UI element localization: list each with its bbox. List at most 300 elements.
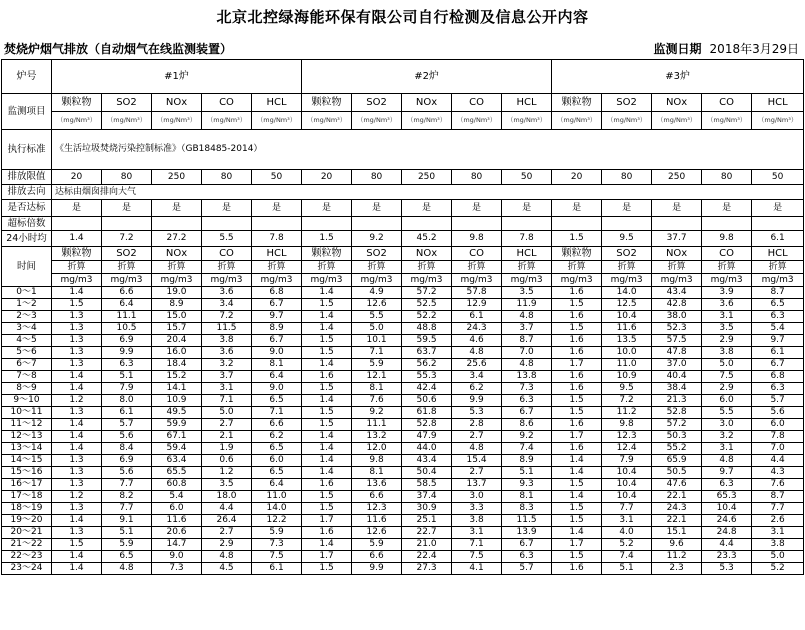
data-cell: 1.5 [302,491,352,503]
item-unit: （mg/Nm³） [602,112,652,130]
limit-value: 20 [552,170,602,185]
data-cell: 47.9 [402,431,452,443]
meet-value: 是 [52,200,102,217]
data-cell: 7.9 [602,455,652,467]
data-cell: 18.4 [152,359,202,371]
data-cell: 21.0 [402,539,452,551]
data-cell: 1.3 [52,455,102,467]
data-cell: 1.3 [52,335,102,347]
limit-value: 250 [152,170,202,185]
data-cell: 42.4 [402,383,452,395]
data-cell: 5.2 [602,539,652,551]
data-cell: 9.8 [352,455,402,467]
data-cell: 30.9 [402,503,452,515]
item-name: 颗粒物 [52,94,102,112]
data-cell: 1.4 [302,311,352,323]
data-cell: 3.3 [452,503,502,515]
data-cell: 1.4 [552,455,602,467]
data-cell: 1.4 [302,539,352,551]
data-cell: 10.1 [352,335,402,347]
data-cell: 1.2 [52,395,102,407]
data-cell: 6.4 [252,371,302,383]
exceed-value [552,217,602,231]
item-unit: （mg/Nm³） [452,112,502,130]
data-cell: 5.3 [452,407,502,419]
data-cell: 11.5 [202,323,252,335]
data-cell: 12.2 [252,515,302,527]
table-row [2,491,804,503]
data-cell: 6.5 [102,551,152,563]
data-cell: 3.2 [702,431,752,443]
item-unit: （mg/Nm³） [302,112,352,130]
data-cell: 9.5 [602,383,652,395]
data-cell: 24.3 [452,323,502,335]
item-name: SO2 [602,94,652,112]
data-cell: 50.6 [402,395,452,407]
data-cell: 1.4 [302,467,352,479]
data-cell: 14.1 [152,383,202,395]
data-cell: 7.7 [102,503,152,515]
data-cell: 5.2 [752,563,804,575]
data-cell: 65.9 [652,455,702,467]
data-cell: 65.3 [702,491,752,503]
table-row [2,335,804,347]
data-cell: 12.1 [352,371,402,383]
avg24-value: 37.7 [652,231,702,247]
data-cell: 5.3 [702,563,752,575]
data-cell: 6.3 [752,383,804,395]
data-cell: 11.6 [602,323,652,335]
item-unit: （mg/Nm³） [552,112,602,130]
data-cell: 3.6 [202,287,252,299]
data-cell: 4.9 [352,287,402,299]
data-cell: 1.6 [552,335,602,347]
data-cell: 6.5 [752,299,804,311]
items-row [2,94,804,112]
data-cell: 52.8 [652,407,702,419]
data-cell: 2.9 [702,335,752,347]
table-row [2,383,804,395]
data-cell: 8.1 [252,359,302,371]
data-cell: 5.1 [102,527,152,539]
data-cell: 2.3 [652,563,702,575]
data-cell: 3.4 [452,371,502,383]
exceed-value [302,217,352,231]
standard-label: 执行标准 [2,130,52,170]
exceed-value [252,217,302,231]
data-cell: 5.9 [102,539,152,551]
data-cell: 1.4 [52,551,102,563]
data-cell: 1.5 [302,299,352,311]
data-cell: 7.7 [102,479,152,491]
data-cell: 1.5 [302,383,352,395]
data-cell: 3.0 [452,491,502,503]
data-cell: 9.0 [252,383,302,395]
table-row [2,467,804,479]
data-cell: 1.6 [552,347,602,359]
data-cell: 6.2 [452,383,502,395]
data-cell: 24.6 [702,515,752,527]
data-cell: 12.0 [352,443,402,455]
data-cell: 13.7 [452,479,502,491]
data-cell: 22.4 [402,551,452,563]
data-cell: 15.4 [452,455,502,467]
data-cell: 15.7 [152,323,202,335]
data-cell: 6.1 [752,347,804,359]
data-cell: 21.3 [652,395,702,407]
data-cell: 1.5 [302,407,352,419]
data-cell: 1.3 [52,407,102,419]
meet-value: 是 [602,200,652,217]
avg24-value: 27.2 [152,231,202,247]
data-cell: 1.7 [552,431,602,443]
hourly-item-name: HCL [752,247,804,261]
data-cell: 14.0 [602,287,652,299]
data-cell: 1.3 [52,527,102,539]
data-cell: 1.5 [302,419,352,431]
data-cell: 12.4 [602,443,652,455]
data-cell: 38.0 [652,311,702,323]
data-cell: 47.8 [652,347,702,359]
data-cell: 2.7 [452,431,502,443]
data-cell: 10.9 [152,395,202,407]
table-row [2,563,804,575]
hourly-item-name: 颗粒物 [52,247,102,261]
hourly-zhesuan: 折算 [402,261,452,274]
hourly-item-name: SO2 [352,247,402,261]
data-cell: 8.9 [152,299,202,311]
data-cell: 7.3 [152,563,202,575]
furnace-label: 炉号 [2,60,52,94]
item-unit: （mg/Nm³） [702,112,752,130]
data-cell: 12.6 [352,527,402,539]
exceed-value [602,217,652,231]
time-cell: 19～20 [2,515,52,527]
data-cell: 10.9 [602,371,652,383]
hourly-unit: mg/m3 [202,274,252,287]
exceed-value [702,217,752,231]
data-cell: 5.6 [102,431,152,443]
data-cell: 0.6 [202,455,252,467]
hourly-zhesuan: 折算 [52,261,102,274]
item-name: HCL [252,94,302,112]
data-cell: 3.8 [202,335,252,347]
data-cell: 24.8 [702,527,752,539]
time-cell: 8～9 [2,383,52,395]
avg24-value: 9.8 [452,231,502,247]
avg24-value: 1.5 [552,231,602,247]
data-cell: 3.1 [452,527,502,539]
data-cell: 9.3 [502,479,552,491]
data-cell: 6.0 [252,455,302,467]
table-row [2,443,804,455]
data-cell: 3.4 [202,299,252,311]
hourly-zhesuan: 折算 [702,261,752,274]
data-cell: 8.7 [752,287,804,299]
hourly-unit: mg/m3 [302,274,352,287]
data-cell: 6.3 [102,359,152,371]
data-cell: 50.5 [652,467,702,479]
data-cell: 48.8 [402,323,452,335]
item-unit: （mg/Nm³） [652,112,702,130]
data-cell: 10.4 [602,467,652,479]
data-cell: 7.4 [602,551,652,563]
data-cell: 9.0 [252,347,302,359]
data-cell: 13.2 [352,431,402,443]
data-cell: 1.5 [552,551,602,563]
meet-label: 是否达标 [2,200,52,217]
item-name: CO [702,94,752,112]
item-name: NOx [652,94,702,112]
time-cell: 17～18 [2,491,52,503]
item-unit: （mg/Nm³） [52,112,102,130]
data-cell: 4.1 [452,563,502,575]
data-cell: 8.1 [352,383,402,395]
data-cell: 3.8 [702,347,752,359]
data-cell: 3.2 [202,359,252,371]
data-cell: 25.6 [452,359,502,371]
data-cell: 13.9 [502,527,552,539]
hourly-unit: mg/m3 [352,274,402,287]
data-cell: 6.5 [252,443,302,455]
meet-value: 是 [752,200,804,217]
data-cell: 7.0 [502,347,552,359]
exceed-value [352,217,402,231]
data-cell: 2.9 [702,383,752,395]
time-cell: 12～13 [2,431,52,443]
avg24-row [2,231,804,247]
item-unit: （mg/Nm³） [502,112,552,130]
table-row [2,311,804,323]
data-cell: 7.1 [452,539,502,551]
data-cell: 3.8 [452,515,502,527]
monitor-date-label: 监测日期 [653,42,702,56]
item-name: CO [202,94,252,112]
data-cell: 7.1 [202,395,252,407]
data-cell: 10.4 [602,479,652,491]
hourly-zhesuan: 折算 [452,261,502,274]
data-cell: 13.6 [352,479,402,491]
data-cell: 6.0 [752,419,804,431]
time-cell: 4～5 [2,335,52,347]
data-cell: 3.5 [202,479,252,491]
data-cell: 7.3 [502,383,552,395]
data-cell: 6.4 [102,299,152,311]
data-cell: 3.1 [752,527,804,539]
data-cell: 4.8 [202,551,252,563]
data-cell: 4.3 [752,467,804,479]
data-cell: 60.8 [152,479,202,491]
data-cell: 6.1 [452,311,502,323]
hourly-zhesuan: 折算 [502,261,552,274]
data-cell: 3.8 [752,539,804,551]
data-cell: 1.5 [552,395,602,407]
table-row [2,503,804,515]
time-cell: 21～22 [2,539,52,551]
data-cell: 47.6 [652,479,702,491]
data-cell: 1.6 [552,287,602,299]
item-name: SO2 [352,94,402,112]
data-cell: 5.9 [352,359,402,371]
data-cell: 13.5 [602,335,652,347]
data-cell: 4.4 [702,539,752,551]
data-cell: 1.4 [302,395,352,407]
data-cell: 5.0 [352,323,402,335]
hourly-zhesuan: 折算 [652,261,702,274]
hourly-unit: mg/m3 [602,274,652,287]
data-cell: 1.6 [302,371,352,383]
data-cell: 11.6 [152,515,202,527]
limit-value: 20 [302,170,352,185]
data-cell: 1.4 [302,431,352,443]
table-row [2,515,804,527]
table-row [2,527,804,539]
items-label: 监测项目 [2,94,52,130]
data-cell: 1.5 [302,563,352,575]
data-cell: 12.5 [602,299,652,311]
data-cell: 3.9 [702,287,752,299]
exceed-value [52,217,102,231]
data-cell: 1.2 [202,467,252,479]
data-cell: 8.6 [502,419,552,431]
data-cell: 1.6 [552,383,602,395]
data-cell: 5.0 [752,551,804,563]
data-cell: 12.3 [602,431,652,443]
data-cell: 7.2 [602,395,652,407]
direction-label: 排放去向 [2,185,52,200]
time-cell: 1～2 [2,299,52,311]
hourly-item-name: NOx [652,247,702,261]
data-cell: 1.5 [552,515,602,527]
table-row [2,455,804,467]
data-cell: 52.8 [402,419,452,431]
data-cell: 1.6 [552,443,602,455]
item-unit: （mg/Nm³） [402,112,452,130]
data-cell: 14.7 [152,539,202,551]
data-cell: 61.8 [402,407,452,419]
hourly-header-zhesuan [2,261,804,274]
exceed-value [752,217,804,231]
exceed-value [102,217,152,231]
data-cell: 7.7 [752,503,804,515]
data-cell: 11.1 [352,419,402,431]
data-cell: 1.3 [52,503,102,515]
item-unit: （mg/Nm³） [102,112,152,130]
data-cell: 1.4 [52,287,102,299]
data-cell: 7.3 [252,539,302,551]
data-cell: 1.5 [552,503,602,515]
data-cell: 6.6 [102,287,152,299]
data-cell: 15.2 [152,371,202,383]
data-cell: 1.4 [52,383,102,395]
data-cell: 26.4 [202,515,252,527]
data-cell: 1.2 [52,491,102,503]
hourly-header-items [2,247,804,261]
item-name: CO [452,94,502,112]
item-name: HCL [752,94,804,112]
data-cell: 1.6 [552,419,602,431]
data-cell: 15.0 [152,311,202,323]
data-cell: 1.3 [52,347,102,359]
table-row [2,287,804,299]
table-row [2,323,804,335]
time-cell: 11～12 [2,419,52,431]
data-cell: 2.6 [752,515,804,527]
section-subtitle: 焚烧炉烟气排放（自动烟气在线监测装置） [4,42,233,56]
hourly-item-name: NOx [152,247,202,261]
meet-value: 是 [352,200,402,217]
data-cell: 5.7 [752,395,804,407]
hourly-zhesuan: 折算 [152,261,202,274]
data-cell: 18.0 [202,491,252,503]
data-cell: 6.6 [252,419,302,431]
data-cell: 10.5 [102,323,152,335]
avg24-value: 9.5 [602,231,652,247]
data-cell: 5.6 [102,467,152,479]
data-cell: 7.7 [602,503,652,515]
avg24-value: 5.5 [202,231,252,247]
data-cell: 52.5 [402,299,452,311]
data-cell: 1.6 [552,311,602,323]
monitor-date [654,40,799,57]
table-row [2,359,804,371]
hourly-item-name: CO [452,247,502,261]
data-cell: 9.9 [452,395,502,407]
exceed-label: 超标倍数 [2,217,52,231]
data-cell: 1.6 [552,563,602,575]
meet-value: 是 [552,200,602,217]
monitor-date-value: 2018年3月29日 [709,42,799,56]
avg24-value: 7.8 [252,231,302,247]
data-cell: 6.6 [352,551,402,563]
hourly-unit: mg/m3 [652,274,702,287]
table-row [2,371,804,383]
data-cell: 4.8 [102,563,152,575]
limit-row [2,170,804,185]
data-cell: 20.4 [152,335,202,347]
table-row [2,539,804,551]
hourly-zhesuan: 折算 [102,261,152,274]
direction-row [2,185,804,200]
item-name: SO2 [102,94,152,112]
time-cell: 22～23 [2,551,52,563]
data-cell: 5.4 [152,491,202,503]
table-row [2,299,804,311]
data-cell: 1.4 [52,371,102,383]
time-cell: 2～3 [2,311,52,323]
hourly-unit: mg/m3 [252,274,302,287]
data-cell: 1.4 [302,455,352,467]
data-cell: 3.6 [702,299,752,311]
meet-value: 是 [452,200,502,217]
hourly-zhesuan: 折算 [252,261,302,274]
data-cell: 5.1 [102,371,152,383]
data-cell: 1.5 [302,347,352,359]
data-cell: 7.1 [252,407,302,419]
meet-row [2,200,804,217]
limit-value: 50 [502,170,552,185]
data-cell: 59.5 [402,335,452,347]
data-cell: 11.0 [602,359,652,371]
data-cell: 11.0 [252,491,302,503]
data-cell: 7.6 [752,479,804,491]
data-cell: 2.7 [452,467,502,479]
data-cell: 3.7 [202,371,252,383]
data-cell: 6.2 [252,431,302,443]
data-cell: 14.0 [252,503,302,515]
hourly-unit: mg/m3 [152,274,202,287]
hourly-item-name: CO [202,247,252,261]
